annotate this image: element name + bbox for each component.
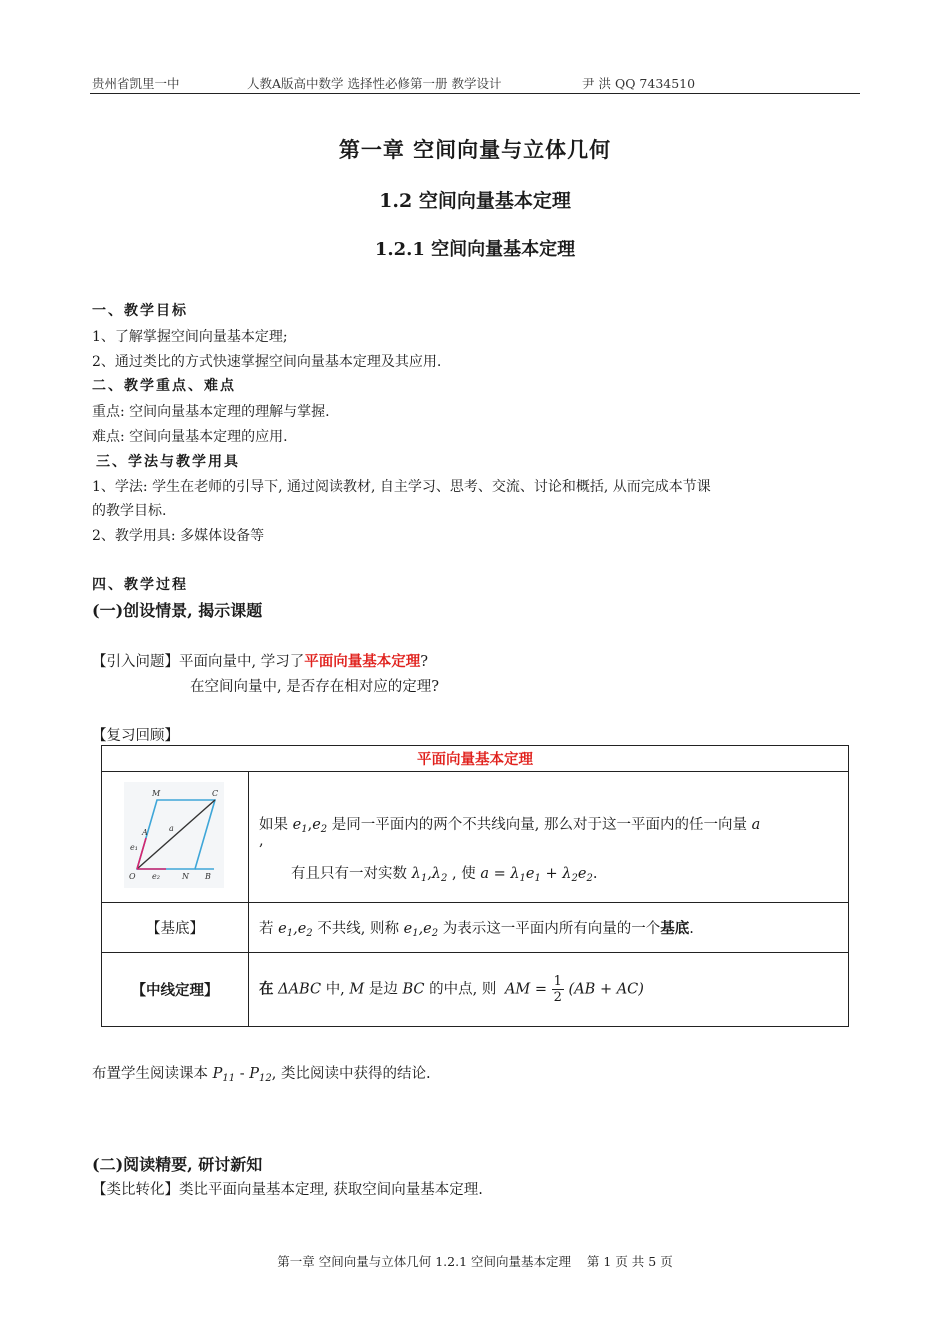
section-title: 1.2 空间向量基本定理: [379, 190, 571, 212]
e1-symbol: $e_1$: [292, 817, 308, 835]
parallelogram-figure: [102, 772, 248, 898]
a-symbol: a: [751, 817, 761, 833]
reading-text-post: , 类比阅读中获得的结论.: [271, 1066, 431, 1082]
methods-study-2: 的教学目标.: [92, 503, 167, 519]
lambda-pair: $\lambda_1,\lambda_2$: [411, 866, 448, 884]
basis-text-c: 为表示这一平面内所有向量的一个: [442, 920, 661, 937]
label-m: M: [152, 789, 161, 798]
process-heading: 四、教学过程: [92, 577, 188, 593]
median-text-a: 在: [259, 980, 274, 998]
review-table: [101, 745, 849, 1027]
keypoint-key: 重点: 空间向量基本定理的理解与掌握.: [92, 404, 330, 420]
page-footer: [0, 1252, 950, 1270]
footer-page-number: 第 1 页 共 5 页: [586, 1254, 673, 1269]
median-label-cell: [102, 953, 249, 1027]
header-school: 贵州省凯里一中: [92, 76, 180, 91]
median-text-b: 中,: [325, 981, 345, 998]
label-a-point: A: [142, 828, 148, 837]
intro-q1-post: ?: [420, 654, 428, 670]
header-divider: [90, 93, 860, 94]
median-text-d: 的中点, 则: [429, 981, 497, 998]
analogy-line: [92, 1178, 483, 1199]
label-o: O: [129, 872, 136, 881]
analogy-text: 类比平面向量基本定理, 获取空间向量基本定理.: [179, 1182, 483, 1198]
subsection-title: 1.2.1 空间向量基本定理: [374, 239, 576, 260]
theorem-equation: $a = \lambda_1e_1 + \lambda_2e_2$: [480, 866, 593, 884]
intro-q1-pre: 平面向量中, 学习了: [179, 654, 305, 670]
intro-tag: 【引入问题】: [92, 654, 179, 670]
analogy-tag: 【类比转化】: [92, 1182, 179, 1198]
theorem-text-c: 有且只有一对实数: [291, 866, 407, 882]
segment-bc: BC: [402, 981, 425, 998]
chapter-title: 第一章 空间向量与立体几何: [338, 137, 612, 162]
review-tag: 【复习回顾】: [92, 728, 179, 744]
page-header: [92, 74, 858, 94]
label-c: C: [212, 789, 219, 798]
theorem-line-1: 如果 $e_1,e_2$ 是同一平面内的两个不共线向量, 那么对于这一平面内的任一向量 a: [259, 817, 761, 835]
part1-heading: (一)创设情景, 揭示课题: [92, 601, 263, 620]
median-cell: [249, 953, 849, 1027]
theorem-cell: [249, 772, 849, 903]
goal-item-1: 1、了解掌握空间向量基本定理;: [92, 329, 288, 345]
theorem-line-2: 有且只有一对实数 $\lambda_1,\lambda_2$ , 使 $a = \lambda_1e_1 + \lambda_2e_2$.: [291, 866, 598, 884]
goal-item-2: 2、通过类比的方式快速掌握空间向量基本定理及其应用.: [92, 354, 442, 370]
label-a-vector: a: [169, 824, 174, 833]
label-n: N: [182, 872, 189, 881]
figure-cell: [102, 772, 249, 903]
label-b: B: [205, 872, 211, 881]
triangle-abc: ΔABC: [278, 981, 322, 998]
table-header-text: 平面向量基本定理: [417, 751, 533, 768]
header-book: 人教A版高中数学 选择性必修第一册 教学设计: [247, 76, 502, 91]
theorem-text-b: 是同一平面内的两个不共线向量, 那么对于这一平面内的任一向量: [331, 817, 747, 833]
point-m: M: [349, 981, 365, 998]
median-text-c: 是边: [368, 981, 398, 998]
median-formula: AM = $\frac{1}{2}$ (AB + AC): [504, 974, 644, 1005]
median-label: 【中线定理】: [131, 982, 219, 999]
basis-label: 【基底】: [146, 921, 204, 937]
reading-text-pre: 布置学生阅读课本: [92, 1066, 208, 1082]
methods-heading: 三、学法与教学用具: [96, 454, 240, 470]
theorem-text-d: , 使: [451, 866, 476, 882]
methods-study-1: 1、学法: 学生在老师的引导下, 通过阅读教材, 自主学习、思考、交流、讨论和概括, 从而完成本节课: [92, 479, 711, 495]
keypoint-difficulty: 难点: 空间向量基本定理的应用.: [92, 429, 288, 445]
intro-question-2: 在空间向量中, 是否存在相对应的定理?: [190, 679, 439, 695]
basis-cell: 若 $e_1,e_2$ 不共线, 则称 $e_1,e_2$ 为表示这一平面内所有向量的一个基底.: [249, 903, 849, 953]
basis-text-b: 不共线, 则称: [317, 920, 399, 937]
basis-label-cell: [102, 903, 249, 953]
theorem-text-a: 如果: [259, 817, 288, 833]
theorem-comma: ,: [259, 833, 264, 849]
label-e2: e₂: [152, 872, 160, 881]
intro-q1-highlight: 平面向量基本定理: [304, 653, 421, 670]
e2-symbol: $e_2$: [312, 817, 328, 835]
methods-tools: 2、教学用具: 多媒体设备等: [92, 528, 265, 544]
goals-heading: 一、教学目标: [92, 303, 188, 319]
reading-assignment: 布置学生阅读课本 $P_{11} - P_{12}$, 类比阅读中获得的结论.: [92, 1066, 431, 1084]
basis-text-a: 若: [259, 920, 274, 937]
keypoints-heading: 二、教学重点、难点: [92, 378, 236, 394]
basis-keyword: 基底: [660, 919, 690, 937]
part2-heading: (二)阅读精要, 研讨新知: [92, 1155, 263, 1174]
label-e1: e₁: [130, 843, 138, 852]
footer-title: 第一章 空间向量与立体几何 1.2.1 空间向量基本定理: [277, 1254, 572, 1269]
intro-question-1: [92, 650, 428, 671]
table-header: [102, 746, 849, 772]
header-author: 尹 洪 QQ 7434510: [582, 76, 696, 91]
